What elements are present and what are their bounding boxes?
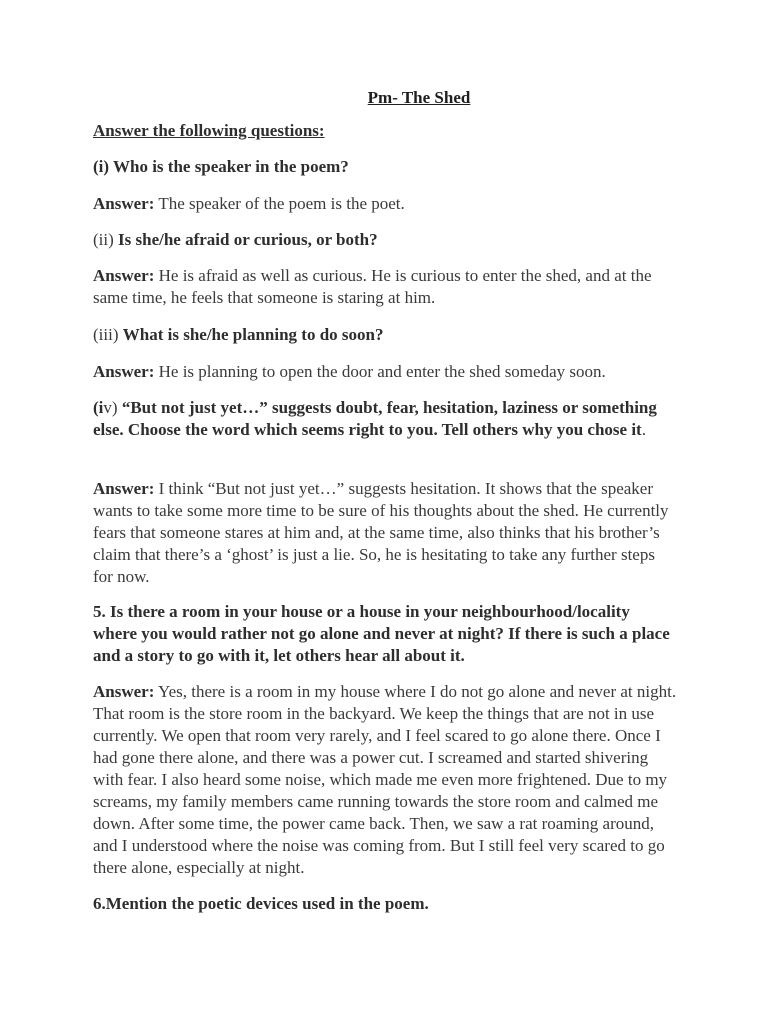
answer-5 [93,681,678,879]
answer-label: Answer: [93,266,155,285]
question-4 [93,397,678,441]
question-number: (ii) [93,230,114,249]
question-number-suffix: v) [103,398,118,417]
answer-4 [93,478,678,588]
page-title: Pm- The Shed [367,88,471,107]
question-text: What is she/he planning to do soon? [122,325,384,344]
answer-text: I think “But not just yet…” suggests hesitation. It shows that the speaker wants to take some more time to be sure of his thoughts about the shed. He currently fears that someone stares at him and, at the same time, also thinks that his brother’s claim that there’s a ‘ghost’ is just a lie. So, he is hesitating to take any further steps for now. [93,479,669,586]
question-number: (iii) [93,325,119,344]
question-6: 6.Mention the poetic devices used in the poem. [93,894,429,913]
answer-3 [93,361,678,383]
answer-text: He is planning to open the door and enter the shed someday soon. [158,362,606,381]
answer-text: Yes, there is a room in my house where I do not go alone and never at night. That room is the store room in the backyard. We keep the things that are not in use currently. We open that room very rarely, and I feel scared to go alone there. Once I had gone there alone, and there was a power cut. I screamed and started shivering with fear. I also heard some noise, which made me even more frightened. Due to my screams, my family members came running towards the store room and calmed me down. After some time, the power came back. Then, we saw a rat roaming around, and I understood where the noise was coming from. But I still feel very scared to go there alone, especially at night. [93,682,677,877]
answer-text: The speaker of the poem is the poet. [158,194,405,213]
answer-2 [93,265,678,309]
answer-label: Answer: [93,194,155,213]
question-text: “But not just yet…” suggests doubt, fear, hesitation, laziness or something else. Choose the word which seems right to you. Tell others why you chose it [93,398,657,439]
question-3 [93,324,678,346]
answer-label: Answer: [93,362,155,381]
question-5: 5. Is there a room in your house or a house in your neighbourhood/locality where you would rather not go alone and never at night? If there is such a place and a story to go with it, let others hear all about it. [93,602,670,665]
question-number-prefix: (i [93,398,104,417]
question-2 [93,229,678,251]
question-text: Is she/he afraid or curious, or both? [118,230,378,249]
question-end: . [641,420,646,439]
instruction-heading: Answer the following questions: [93,121,325,140]
question-1: (i) Who is the speaker in the poem? [93,157,349,176]
answer-label: Answer: [93,682,155,701]
answer-text: He is afraid as well as curious. He is curious to enter the shed, and at the same time, he feels that someone is staring at him. [93,266,652,307]
answer-1 [93,193,678,215]
answer-label: Answer: [93,479,155,498]
